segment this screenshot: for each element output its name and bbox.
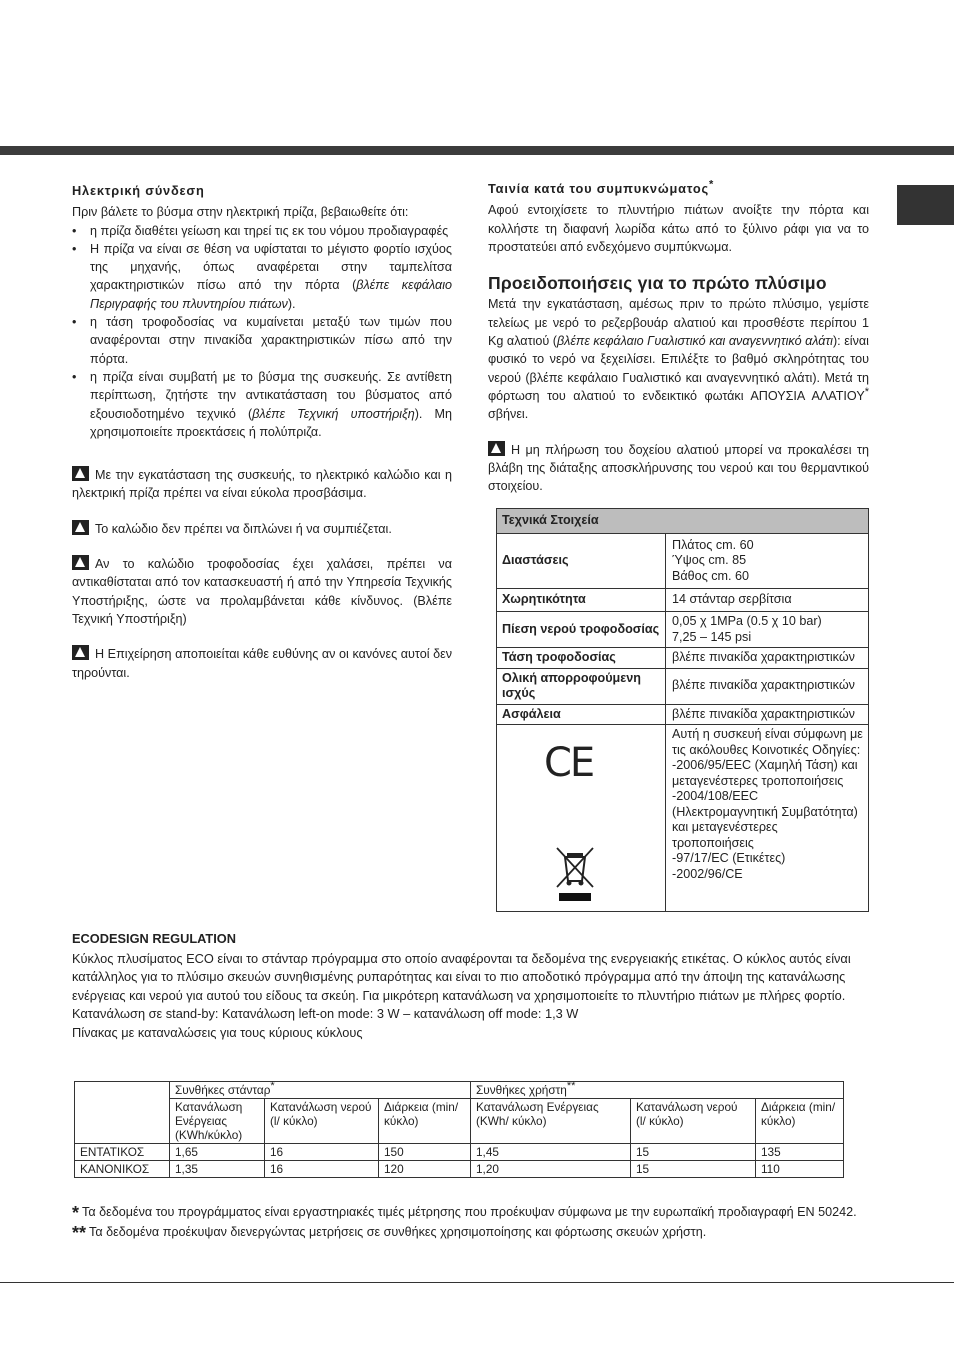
table-row: Χωρητικότητα 14 στάνταρ σερβίτσια xyxy=(497,589,869,612)
table-row: Κατανάλωση Ενέργειας (KWh/κύκλο) Κατανάλωση νερού (l/ κύκλο) Διάρκεια (min/ κύκλο) Κατανάλωση Ενέργειας (KWh/ κύκλο) Κατανάλωση νερού (l/ κύκλο) Διάρκεια (min/ κύκλο) xyxy=(75,1099,844,1144)
warning-icon xyxy=(72,520,89,535)
header-bar xyxy=(0,146,954,155)
first-wash-text: Μετά την εγκατάσταση, αμέσως πριν το πρώτο πλύσιμο, γεμίστε τελείως με νερό το ρεζερβουάρ αλατιού και προσθέστε περίπου 1 Kg αλατιού (βλέπε κεφάλαιο Γυαλιστικό και αναγεννητικό αλάτι): είναι φυσικό το νερό να ξεχειλίσει. Επιλέξτε το βαθμό σκληρότητας του νερού (βλέπε κεφάλαιο Γυαλιστικό και αναγεννητικό αλάτι). Μετά τη φόρτωση του αλατιού το ενδεικτικό φωτάκι ΑΠΟΥΣΙΑ ΑΛΑΤΙΟΥ* σβήνει. xyxy=(488,297,869,422)
warning-note: Η μη πλήρωση του δοχείου αλατιού μπορεί να προκαλέσει τη βλάβη της διάταξης αποσκλήρυνσης του νερού και του θερμαντικού στοιχείου. xyxy=(488,442,869,494)
weee-bin-icon xyxy=(555,845,595,903)
footer-line xyxy=(0,1282,954,1283)
requirements-list xyxy=(72,222,452,442)
footnote: ** Τα δεδομένα προέκυψαν διενεργώντας μετρήσεις σε συνθήκες χρησιμοποίησης και φόρτωσης σκευών χρήστη. xyxy=(72,1222,707,1243)
anti-condensation-text: Αφού εντοιχίσετε το πλυντήριο πιάτων ανοίξτε την πόρτα και κολλήστε τη διαφανή λωρίδα κάτω από το ξύλινο ράφι για να το προστατεύει από ενδεχόμενο συμπύκνωμα. xyxy=(488,203,869,254)
technical-data-table xyxy=(496,508,869,912)
warning-icon xyxy=(72,645,89,660)
warning-note: Το καλώδιο δεν πρέπει να διπλώνει ή να συμπιέζεται. xyxy=(72,520,452,538)
warning-icon xyxy=(72,466,89,481)
anti-condensation-title: Ταινία κατά του συμπυκνώματος* xyxy=(488,178,715,196)
anti-condensation-section xyxy=(488,180,869,495)
footnote: * Τα δεδομένα του προγράμματος είναι εργαστηριακές τιμές μέτρησης που προέκυψαν σύμφωνα με την ευρωπαϊκή προδιαγραφή ΕΝ 50242. xyxy=(72,1203,857,1223)
ce-mark: CE xyxy=(544,740,594,786)
warning-note: Η Επιχείρηση αποποιείται κάθε ευθύνης αν οι κανόνες αυτοί δεν τηρούνται. xyxy=(72,647,452,680)
ecodesign-section xyxy=(72,930,872,1042)
table-row: Διαστάσεις Πλάτος cm. 60 Ύψος cm. 85 Βάθος cm. 60 xyxy=(497,534,869,589)
intro-text: Πριν βάλετε το βύσμα στην ηλεκτρική πρίζα, βεβαιωθείτε ότι: xyxy=(72,205,409,220)
table-row: ΕΝΤΑΤΙΚΟΣ 1,65 16 150 1,45 15 135 xyxy=(75,1144,844,1161)
warning-icon xyxy=(488,441,505,456)
section-tab xyxy=(897,185,954,225)
list-item: • η πρίζα διαθέτει γείωση και τηρεί τις εκ του νόμου προδιαγραφές xyxy=(72,222,452,240)
warning-note: Με την εγκατάσταση της συσκευής, το ηλεκτρικό καλώδιο και η ηλεκτρική πρίζα πρέπει να είναι εύκολα προσβάσιμα. xyxy=(72,468,452,501)
table-row: CE Αυτή η συσκευή είναι σύμφωνη με τις ακόλουθες Κοινοτικές Οδηγίες: -2006/95/EEC (Χαμηλή Τάση) και μεταγενέστερες τροποποιήσεις -2004/108/EEC (Ηλεκτρομαγνητική Συμβατότητα) και μεταγενέστερες τροποποιήσεις -97/17/EC (Ετικέτες) -2002/96/CE xyxy=(497,725,869,912)
ecodesign-title: ECODESIGN REGULATION xyxy=(72,931,236,946)
table-row: Ασφάλεια βλέπε πινακίδα χαρακτηριστικών xyxy=(497,704,869,725)
standby-text: Κατανάλωση σε stand-by: Κατανάλωση left-on mode: 3 W – κατανάλωση off mode: 1,3 W xyxy=(72,1006,579,1021)
table-caption: Πίνακας με καταναλώσεις για τους κύριους κύκλους xyxy=(72,1024,363,1040)
warning-note: Αν το καλώδιο τροφοδοσίας έχει χαλάσει, πρέπει να αντικαθίσταται από τον κατασκευαστή ή από την Υπηρεσία Τεχνικής Υποστήριξης, ώστε να προλαμβάνεται κάθε κίνδυνος. (Βλέπε Τεχνική Υποστήριξη) xyxy=(72,557,452,626)
table-row xyxy=(497,509,869,534)
table-row: Ολική απορροφούμενη ισχύς βλέπε πινακίδα χαρακτηριστικών xyxy=(497,668,869,704)
first-wash-title: Προειδοποιήσεις για το πρώτο πλύσιμο xyxy=(488,273,827,294)
list-item: • η πρίζα είναι συμβατή με το βύσμα της συσκευής. Σε αντίθετη περίπτωση, ζητήστε την αντικατάσταση του βύσματος από εξουσιοδοτημένο τεχνικό (βλέπε Τεχνική υποστήριξη). Μη χρησιμοποιείτε προεκτάσεις ή πολύπριζα. xyxy=(72,368,452,441)
electrical-connection-title: Ηλεκτρική σύνδεση xyxy=(72,183,205,198)
list-item: • η τάση τροφοδοσίας να κυμαίνεται μεταξύ των τιμών που αναφέρονται στην πινακίδα χαρακτηριστικών πίσω από την πόρτα. xyxy=(72,313,452,368)
consumption-table xyxy=(74,1081,844,1178)
electrical-connection-section xyxy=(72,182,452,682)
ecodesign-text: Κύκλος πλυσίματος ECO είναι το στάνταρ πρόγραμμα στο οποίο αναφέρονται τα δεδομένα της ενεργειακής ετικέτας. Ο κύκλος αυτός είναι κατάλληλος για το πλύσιμο σκευών συνηθισμένης ρυπαρότητας και είναι το πιο αποδοτικό πρόγραμμα από την άποψη της κατανάλωσης ενέργειας και νερού για αυτού του είδους τα σκεύη. Για μικρότερη κατανάλωση να χρησιμοποιείτε το πλυντήριο πιάτων με πλήρες φορτίο. xyxy=(72,950,851,1003)
table-row: Συνθήκες στάνταρ* Συνθήκες χρήστη** xyxy=(75,1082,844,1099)
table-row: Τάση τροφοδοσίας βλέπε πινακίδα χαρακτηριστικών xyxy=(497,648,869,669)
footnotes xyxy=(72,1203,862,1242)
table-row: Πίεση νερού τροφοδοσίας 0,05 χ 1MPa (0.5 χ 10 bar) 7,25 – 145 psi xyxy=(497,612,869,648)
list-item: • Η πρίζα να είναι σε θέση να υφίσταται το μέγιστο φορτίο ισχύος της μηχανής, όπως αναφέρεται στην ταμπελίτσα χαρακτηριστικών πίσω από την πόρτα (βλέπε κεφάλαιο Περιγραφής του πλυντηρίου πιάτων). xyxy=(72,240,452,313)
warning-icon xyxy=(72,555,89,570)
table-row: ΚΑΝΟΝΙΚΟΣ 1,35 16 120 1,20 15 110 xyxy=(75,1161,844,1178)
table-title: Τεχνικά Στοιχεία xyxy=(497,509,869,534)
